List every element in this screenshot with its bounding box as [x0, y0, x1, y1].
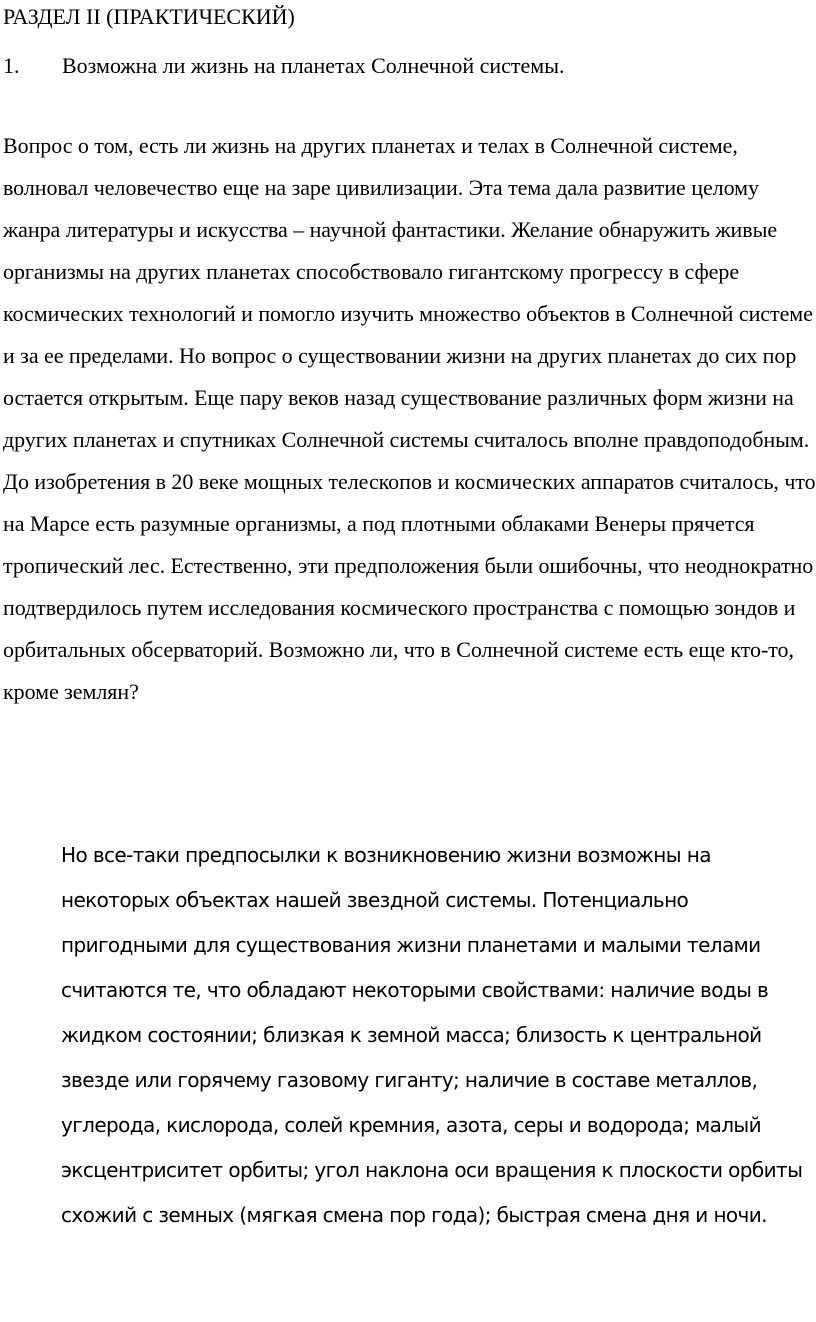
question-number: 1. [3, 53, 20, 78]
paragraph-intro: Вопрос о том, есть ли жизнь на других планетах и телах в Солнечной системе, волновал человечество еще на заре цивилизации. Эта тема дала развитие целому жанра литературы и искусства – научной фантастики. Желание обнаружить живые организмы на других планетах способствовало гигантскому прогрессу в сфере космических технологий и помогло изучить множество объектов в Солнечной системе и за ее пределами. Но вопрос о существовании жизни на других планетах до сих пор остается открытым. Еще пару веков назад существование различных форм жизни на других планетах и спутниках Солнечной системы считалось вполне правдоподобным. До изобретения в 20 веке мощных телескопов и космических аппаратов считалось, что на Марсе есть разумные организмы, а под плотными облаками Венеры прячется тропический лес. Естественно, эти предположения были ошибочны, что неоднократно подтвердилось путем исследования космического пространства с помощью зондов и орбитальных обсерваторий. Возможно ли, что в Солнечной системе есть еще кто-то, кроме землян? [3, 133, 816, 704]
paragraph-conditions: Но все-таки предпосылки к возникновению жизни возможны на некоторых объектах нашей звездной системы. Потенциально пригодными для существования жизни планетами и малыми телами считаются те, что обладают некоторыми свойствами: наличие воды в жидком состоянии; близкая к земной масса; близость к центральной звезде или горячему газовому гиганту; наличие в составе металлов, углерода, кислорода, солей кремния, азота, серы и водорода; малый эксцентриситет орбиты; угол наклона оси вращения к плоскости орбиты схожий с земных (мягкая смена пор года); быстрая смена дня и ночи. [61, 843, 803, 1227]
section-title: РАЗДЕЛ II (ПРАКТИЧЕСКИЙ) [3, 4, 295, 29]
question-heading [3, 53, 564, 79]
question-text: Возможна ли жизнь на планетах Солнечной системы. [62, 53, 565, 78]
